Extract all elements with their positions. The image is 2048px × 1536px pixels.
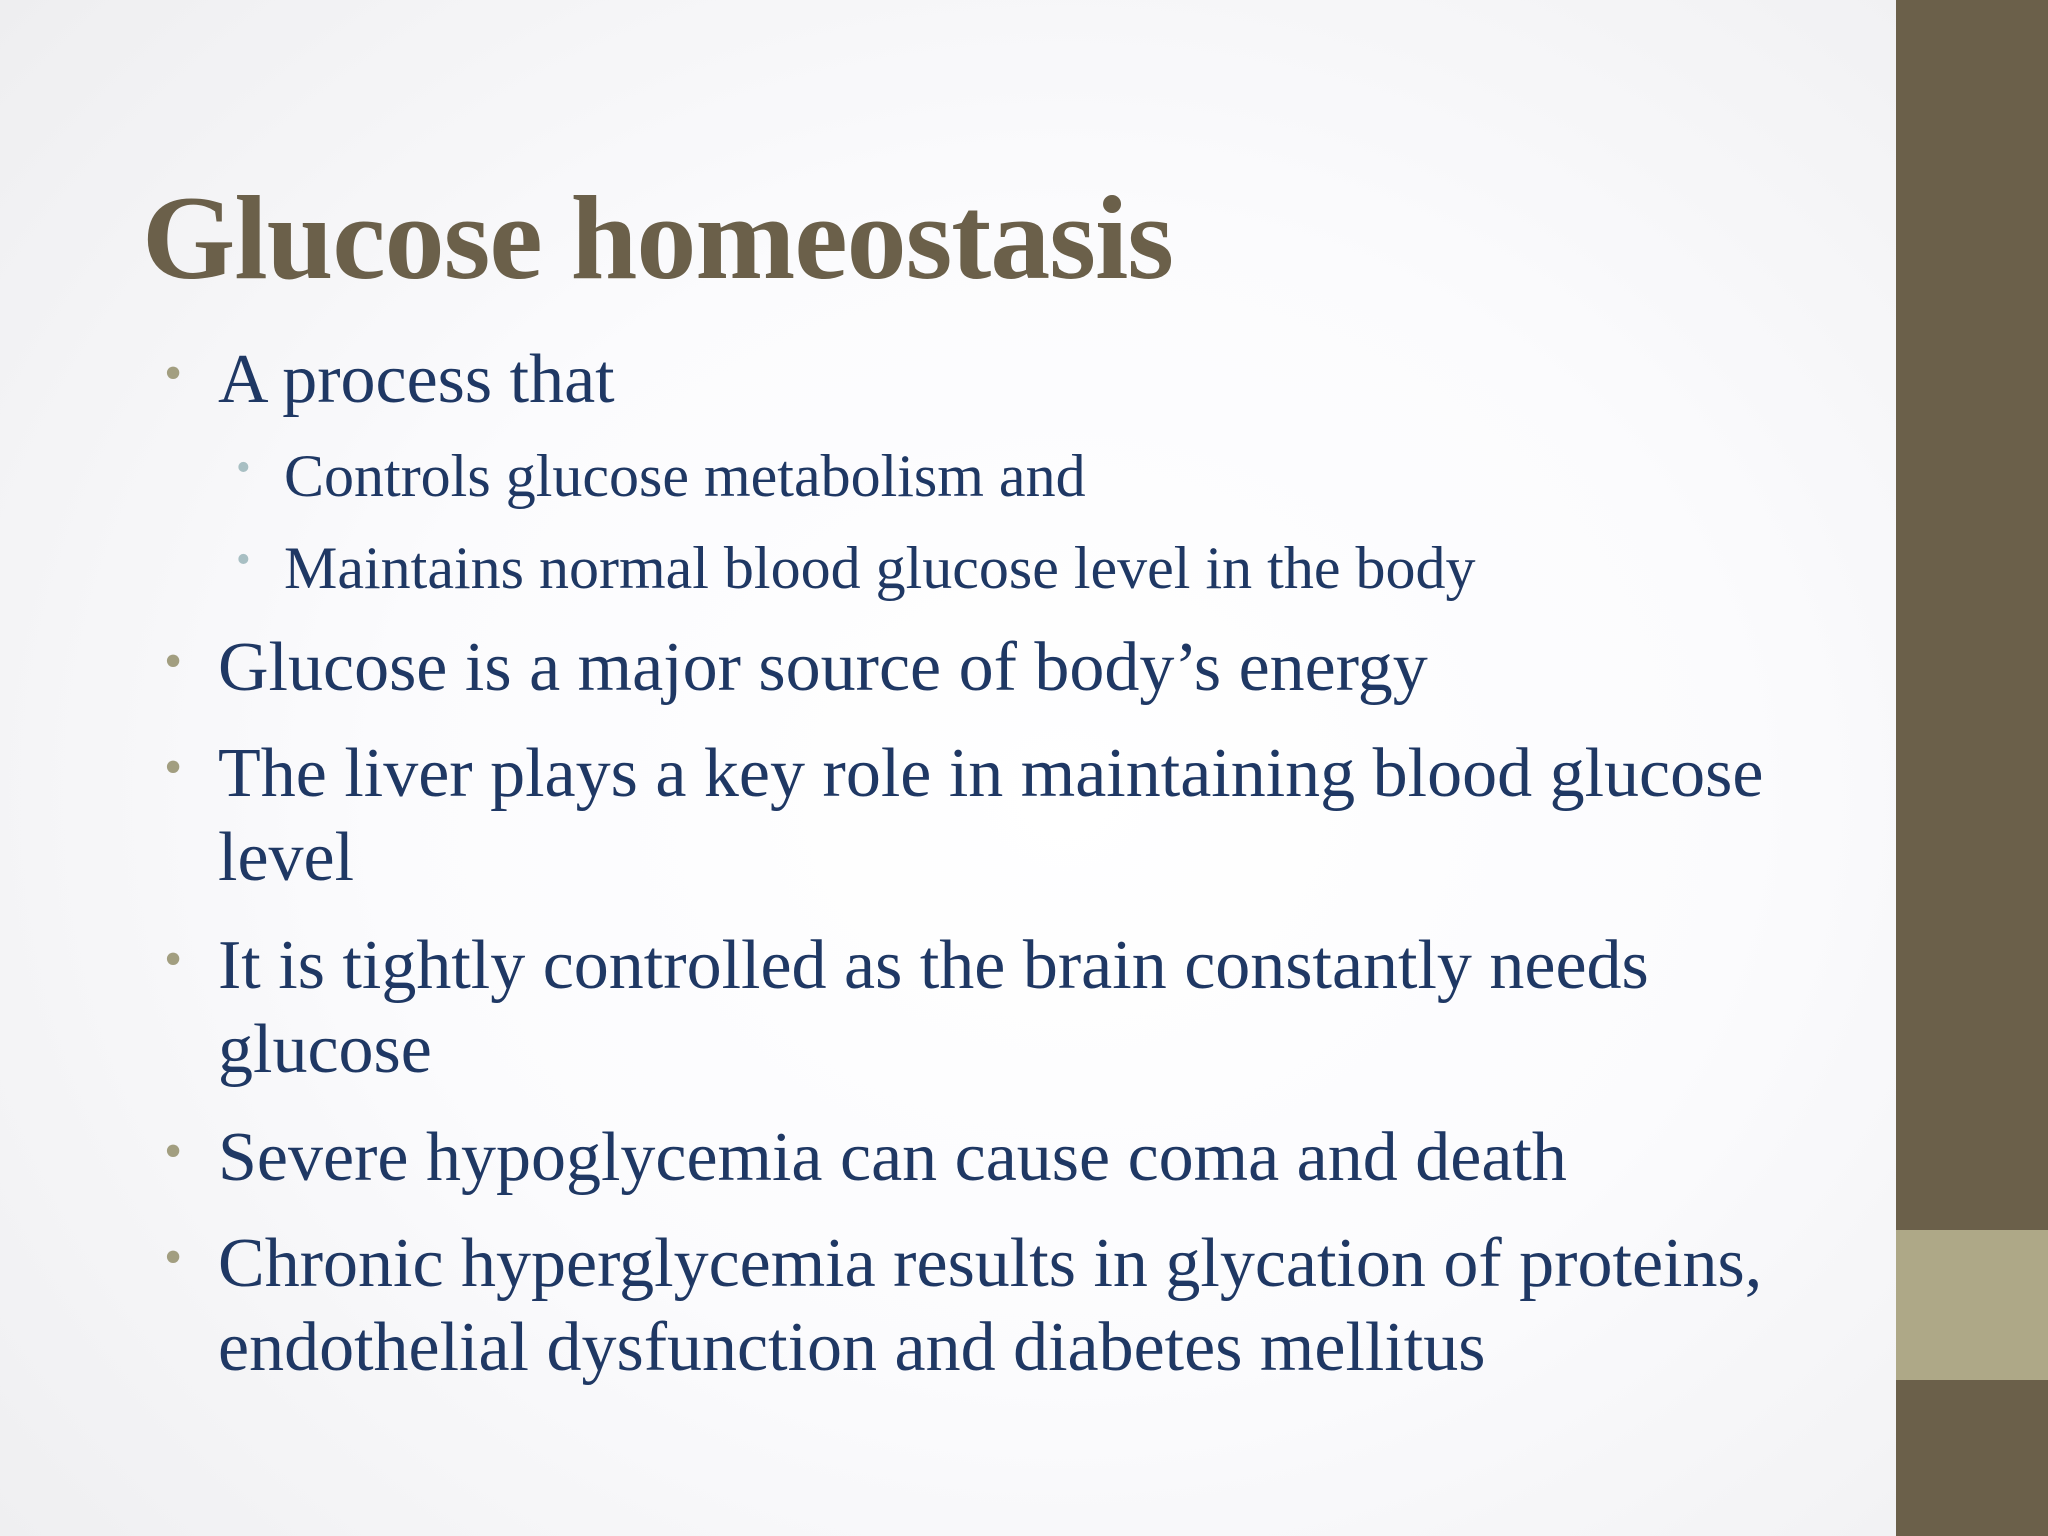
bullet-text: It is tightly controlled as the brain constantly needs — [218, 927, 1649, 1004]
side-accent-block — [1896, 1230, 2048, 1380]
sub-bullet-dot: • — [236, 537, 251, 583]
bullet-text-continued: endothelial dysfunction and diabetes mellitus — [218, 1309, 1486, 1386]
bullet-dot: • — [164, 739, 183, 796]
bullet-text-continued: glucose — [218, 1011, 432, 1088]
bullet-dot: • — [164, 633, 183, 690]
bullet-text: A process that — [218, 341, 615, 418]
sub-bullet-text: Controls glucose metabolism and — [284, 443, 1086, 509]
bullet-item-liver — [164, 732, 1764, 900]
bullet-dot: • — [164, 1123, 183, 1180]
bullet-item-energy — [164, 626, 1428, 710]
bullet-text: Glucose is a major source of body’s energy — [218, 629, 1428, 706]
bullet-item-brain — [164, 924, 1649, 1092]
slide-title: Glucose homeostasis — [142, 171, 1173, 304]
bullet-text-continued: level — [218, 819, 355, 896]
bullet-item-hypoglycemia — [164, 1116, 1567, 1200]
bullet-dot: • — [164, 1229, 183, 1286]
bullet-item-process — [164, 338, 615, 422]
bullet-dot: • — [164, 931, 183, 988]
bullet-text: The liver plays a key role in maintaining blood glucose — [218, 735, 1764, 812]
sub-bullet-item-maintains — [236, 532, 1476, 604]
bullet-text: Severe hypoglycemia can cause coma and death — [218, 1119, 1567, 1196]
sub-bullet-dot: • — [236, 445, 251, 491]
bullet-item-hyperglycemia — [164, 1222, 1763, 1390]
sub-bullet-item-controls — [236, 440, 1086, 512]
sub-bullet-text: Maintains normal blood glucose level in the body — [284, 535, 1476, 601]
bullet-dot: • — [164, 345, 183, 402]
bullet-text: Chronic hyperglycemia results in glycation of proteins, — [218, 1225, 1763, 1302]
